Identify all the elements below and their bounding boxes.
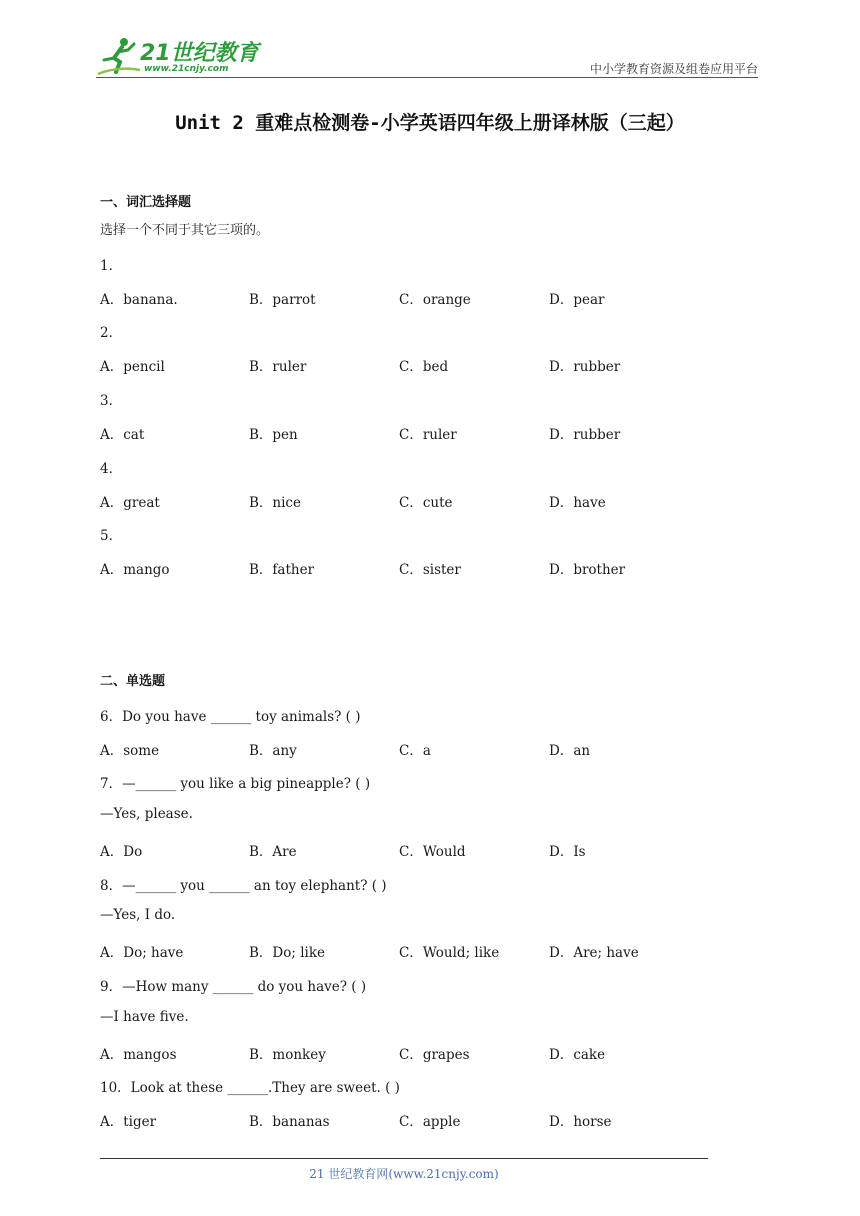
option-a[interactable]: A．pencil [100, 359, 165, 375]
question-stem: 5． [100, 528, 123, 544]
option-b[interactable]: B．any [249, 743, 297, 759]
question-stem: 10．Look at these ______.They are sweet. ( ) [100, 1080, 400, 1096]
option-b[interactable]: B．Do; like [249, 945, 326, 961]
question-stem: 3． [100, 393, 123, 409]
option-d[interactable]: D．pear [549, 292, 605, 308]
option-a[interactable]: A．mango [100, 562, 170, 578]
page-header [96, 36, 758, 80]
site-logo[interactable] [96, 36, 266, 80]
option-d[interactable]: D．have [549, 495, 606, 511]
section-1-title: 一、词汇选择题 [100, 195, 192, 210]
option-c[interactable]: C．bed [399, 359, 449, 375]
section-2-title: 二、单选题 [100, 674, 166, 689]
question-stem: 9．—How many ______ do you have? ( ) [100, 979, 367, 995]
option-d[interactable]: D．cake [549, 1047, 606, 1063]
option-d[interactable]: D．horse [549, 1114, 612, 1130]
question-options [100, 941, 740, 961]
page-title: Unit 2 重难点检测卷-小学英语四年级上册译林版（三起） [175, 112, 685, 134]
option-b[interactable]: B．Are [249, 844, 297, 860]
question-stem: 6．Do you have ______ toy animals? ( ) [100, 709, 361, 725]
logo-url: www.21cnjy.com [144, 64, 229, 74]
question-stem: 8．—______ you ______ an toy elephant? ( ) [100, 878, 387, 894]
footer-divider [100, 1158, 708, 1159]
option-b[interactable]: B．ruler [249, 359, 307, 375]
option-c[interactable]: C．orange [399, 292, 471, 308]
option-b[interactable]: B．pen [249, 427, 298, 443]
option-c[interactable]: C．apple [399, 1114, 461, 1130]
question-reply: —I have five. [100, 1009, 189, 1025]
option-b[interactable]: B．parrot [249, 292, 316, 308]
option-a[interactable]: A．Do; have [100, 945, 184, 961]
option-c[interactable]: C．Would; like [399, 945, 500, 961]
question-reply: —Yes, I do. [100, 907, 176, 923]
option-b[interactable]: B．nice [249, 495, 301, 511]
option-a[interactable]: A．mangos [100, 1047, 177, 1063]
question-options [100, 355, 740, 375]
question-options [100, 423, 740, 443]
option-d[interactable]: D．rubber [549, 427, 621, 443]
question-options [100, 1110, 740, 1130]
option-c[interactable]: C．sister [399, 562, 461, 578]
option-c[interactable]: C．grapes [399, 1047, 470, 1063]
question-options [100, 288, 740, 308]
question-options [100, 739, 740, 759]
option-b[interactable]: B．bananas [249, 1114, 330, 1130]
question-stem: 1． [100, 258, 123, 274]
option-a[interactable]: A．tiger [100, 1114, 157, 1130]
platform-name: 中小学教育资源及组卷应用平台 [589, 62, 758, 76]
logo-text: 21世纪教育 [140, 41, 259, 66]
question-options [100, 1043, 740, 1063]
option-d[interactable]: D．rubber [549, 359, 621, 375]
question-options [100, 840, 740, 860]
question-options [100, 558, 740, 578]
question-reply: —Yes, please. [100, 806, 193, 822]
question-stem: 7．—______ you like a big pineapple? ( ) [100, 776, 371, 792]
section-1-instruction: 选择一个不同于其它三项的。 [100, 223, 270, 238]
question-options [100, 491, 740, 511]
question-stem: 2． [100, 325, 123, 341]
option-d[interactable]: D．Is [549, 844, 586, 860]
header-divider [96, 77, 758, 78]
option-d[interactable]: D．Are; have [549, 945, 639, 961]
option-a[interactable]: A．banana. [100, 292, 178, 308]
option-a[interactable]: A．great [100, 495, 160, 511]
option-c[interactable]: C．a [399, 743, 431, 759]
option-a[interactable]: A．Do [100, 844, 143, 860]
option-d[interactable]: D．brother [549, 562, 626, 578]
option-b[interactable]: B．father [249, 562, 315, 578]
option-c[interactable]: C．ruler [399, 427, 457, 443]
option-a[interactable]: A．some [100, 743, 160, 759]
footer-link[interactable]: 21 世纪教育网(www.21cnjy.com) [309, 1167, 499, 1181]
option-c[interactable]: C．Would [399, 844, 466, 860]
question-stem: 4． [100, 461, 123, 477]
running-figure-icon [96, 36, 142, 80]
option-a[interactable]: A．cat [100, 427, 145, 443]
option-d[interactable]: D．an [549, 743, 591, 759]
option-c[interactable]: C．cute [399, 495, 453, 511]
option-b[interactable]: B．monkey [249, 1047, 326, 1063]
